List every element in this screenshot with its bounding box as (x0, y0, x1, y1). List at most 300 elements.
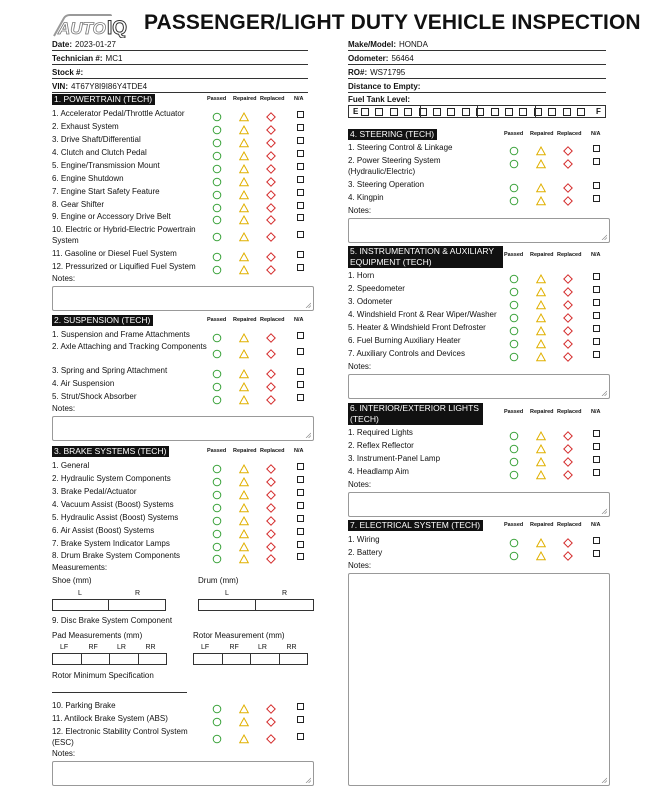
drum-r-label: R (282, 590, 288, 597)
inspection-item: 6. Air Assist (Boost) Systems (52, 526, 155, 535)
replaced-diamond-icon[interactable] (266, 526, 276, 536)
passed-circle-icon[interactable] (212, 161, 222, 171)
fuel-level-box[interactable] (563, 108, 571, 116)
repaired-triangle-icon[interactable] (239, 200, 249, 210)
passed-circle-icon[interactable] (509, 548, 519, 558)
notes-label: Notes: (52, 749, 76, 758)
na-checkbox[interactable] (297, 150, 304, 157)
column-header-na: N/A (294, 317, 304, 323)
passed-circle-icon[interactable] (212, 212, 222, 222)
passed-circle-icon[interactable] (509, 271, 519, 281)
passed-circle-icon[interactable] (509, 428, 519, 438)
section-header-steering: 4. STEERING (TECH) (348, 129, 437, 140)
replaced-diamond-icon[interactable] (563, 349, 573, 359)
replaced-diamond-icon[interactable] (563, 180, 573, 190)
inspection-item: 11. Antilock Brake System (ABS) (52, 714, 168, 723)
na-checkbox[interactable] (297, 489, 304, 496)
fuel-level-box[interactable] (433, 108, 441, 116)
notes-textarea[interactable] (52, 761, 314, 786)
fuel-level-box[interactable] (491, 108, 499, 116)
repaired-triangle-icon[interactable] (239, 174, 249, 184)
passed-circle-icon[interactable] (212, 249, 222, 259)
na-checkbox[interactable] (593, 158, 600, 165)
shoe-l-label: L (78, 590, 82, 597)
repaired-triangle-icon[interactable] (239, 148, 249, 158)
na-checkbox[interactable] (297, 202, 304, 209)
replaced-diamond-icon[interactable] (266, 200, 276, 210)
passed-circle-icon[interactable] (509, 310, 519, 320)
column-header-passed: Passed (504, 131, 524, 137)
passed-circle-icon[interactable] (509, 336, 519, 346)
notes-label: Notes: (348, 362, 372, 371)
replaced-diamond-icon[interactable] (563, 428, 573, 438)
inspection-item: 4. Vacuum Assist (Boost) Systems (52, 500, 174, 509)
column-header-repaired: Repaired (530, 131, 554, 137)
fuel-level-box[interactable] (505, 108, 513, 116)
passed-circle-icon[interactable] (509, 349, 519, 359)
rotor-min-label: Rotor Minimum Specification (52, 671, 154, 680)
inspection-item: 12. Electronic Stability Control System (ESC) (52, 727, 188, 747)
inspection-item: 1. Horn (348, 271, 375, 280)
fuel-level-box[interactable] (462, 108, 470, 116)
fuel-level-box[interactable] (548, 108, 556, 116)
pad-rr-label: RR (145, 644, 156, 651)
rotor-rf-label: RF (229, 644, 239, 651)
repaired-triangle-icon[interactable] (536, 156, 546, 166)
passed-circle-icon[interactable] (509, 143, 519, 153)
rotor-lf-input[interactable] (193, 653, 223, 665)
inspection-item: 5. Engine/Transmission Mount (52, 161, 160, 170)
fuel-level-box[interactable] (577, 108, 585, 116)
pad-lr-label: LR (117, 644, 126, 651)
inspection-item: 10. Electric or Hybrid-Electric Powertrain System (52, 225, 196, 245)
na-checkbox[interactable] (297, 111, 304, 118)
passed-circle-icon[interactable] (212, 187, 222, 197)
pad-lf-input[interactable] (52, 653, 82, 665)
passed-circle-icon[interactable] (509, 156, 519, 166)
repaired-triangle-icon[interactable] (536, 349, 546, 359)
na-checkbox[interactable] (297, 189, 304, 196)
passed-circle-icon[interactable] (212, 539, 222, 549)
replaced-diamond-icon[interactable] (563, 297, 573, 307)
passed-circle-icon[interactable] (212, 346, 222, 356)
na-checkbox[interactable] (297, 264, 304, 271)
passed-circle-icon[interactable] (212, 474, 222, 484)
repaired-triangle-icon[interactable] (239, 731, 249, 741)
notes-label: Notes: (348, 480, 372, 489)
repaired-triangle-icon[interactable] (239, 330, 249, 340)
passed-circle-icon[interactable] (212, 262, 222, 272)
repaired-triangle-icon[interactable] (239, 161, 249, 171)
na-checkbox[interactable] (593, 338, 600, 345)
na-checkbox[interactable] (297, 553, 304, 560)
na-checkbox[interactable] (297, 124, 304, 131)
na-checkbox[interactable] (593, 273, 600, 280)
replaced-diamond-icon[interactable] (563, 143, 573, 153)
replaced-diamond-icon[interactable] (563, 548, 573, 558)
column-header-na: N/A (591, 522, 601, 528)
replaced-diamond-icon[interactable] (563, 441, 573, 451)
na-checkbox[interactable] (297, 176, 304, 183)
fuel-level-box[interactable] (390, 108, 398, 116)
na-checkbox[interactable] (297, 137, 304, 144)
measurements-label: Measurements: (52, 563, 108, 572)
repaired-triangle-icon[interactable] (239, 392, 249, 402)
repaired-triangle-icon[interactable] (536, 180, 546, 190)
na-checkbox[interactable] (297, 332, 304, 339)
repaired-triangle-icon[interactable] (239, 487, 249, 497)
inspection-item: 2. Speedometer (348, 284, 405, 293)
replaced-diamond-icon[interactable] (563, 284, 573, 294)
repaired-triangle-icon[interactable] (239, 500, 249, 510)
na-checkbox[interactable] (593, 286, 600, 293)
na-checkbox[interactable] (593, 299, 600, 306)
passed-circle-icon[interactable] (212, 392, 222, 402)
notes-label: Notes: (348, 206, 372, 215)
column-header-replaced: Replaced (260, 448, 285, 454)
pad-rf-input[interactable] (81, 653, 111, 665)
passed-circle-icon[interactable] (212, 122, 222, 132)
repaired-triangle-icon[interactable] (536, 310, 546, 320)
passed-circle-icon[interactable] (509, 297, 519, 307)
fuel-field: Fuel Tank Level: (348, 95, 411, 104)
replaced-diamond-icon[interactable] (563, 535, 573, 545)
replaced-diamond-icon[interactable] (266, 392, 276, 402)
repaired-triangle-icon[interactable] (536, 297, 546, 307)
repaired-triangle-icon[interactable] (536, 284, 546, 294)
date-field: Date: 2023-01-27 (52, 40, 116, 49)
drum-l-label: L (225, 590, 229, 597)
rotor-rf-input[interactable] (222, 653, 252, 665)
inspection-item: 3. Instrument-Panel Lamp (348, 454, 441, 463)
passed-circle-icon[interactable] (212, 714, 222, 724)
column-header-repaired: Repaired (233, 317, 257, 323)
notes-textarea[interactable] (348, 374, 610, 399)
na-checkbox[interactable] (593, 537, 600, 544)
shoe-r-input[interactable] (108, 599, 166, 611)
inspection-item: 5. Heater & Windshield Front Defroster (348, 323, 486, 332)
inspection-item: 3. Spring and Spring Attachment (52, 366, 168, 375)
column-header-na: N/A (294, 448, 304, 454)
shoe-l-input[interactable] (52, 599, 109, 611)
distance-field: Distance to Empty: (348, 82, 421, 91)
passed-circle-icon[interactable] (212, 701, 222, 711)
replaced-diamond-icon[interactable] (266, 513, 276, 523)
replaced-diamond-icon[interactable] (266, 539, 276, 549)
fuel-empty-label: E (353, 107, 359, 116)
repaired-triangle-icon[interactable] (239, 526, 249, 536)
na-checkbox[interactable] (297, 348, 304, 355)
replaced-diamond-icon[interactable] (266, 249, 276, 259)
pad-rr-input[interactable] (138, 653, 168, 665)
inspection-item: 1. Required Lights (348, 428, 413, 437)
fuel-level-box[interactable] (375, 108, 383, 116)
inspection-item: 7. Auxiliary Controls and Devices (348, 349, 465, 358)
inspection-item: 4. Clutch and Clutch Pedal (52, 148, 147, 157)
inspection-item: 3. Brake Pedal/Actuator (52, 487, 137, 496)
passed-circle-icon[interactable] (212, 461, 222, 471)
pad-label: Pad Measurements (mm) (52, 631, 143, 640)
fuel-level-box[interactable] (404, 108, 412, 116)
replaced-diamond-icon[interactable] (266, 731, 276, 741)
na-checkbox[interactable] (297, 368, 304, 375)
na-checkbox[interactable] (297, 502, 304, 509)
repaired-triangle-icon[interactable] (536, 535, 546, 545)
technician-field: Technician #: MC1 (52, 54, 123, 63)
replaced-diamond-icon[interactable] (563, 310, 573, 320)
passed-circle-icon[interactable] (212, 229, 222, 239)
passed-circle-icon[interactable] (212, 330, 222, 340)
replaced-diamond-icon[interactable] (266, 262, 276, 272)
odometer-field: Odometer: 56464 (348, 54, 414, 63)
passed-circle-icon[interactable] (212, 379, 222, 389)
na-checkbox[interactable] (593, 430, 600, 437)
na-checkbox[interactable] (593, 312, 600, 319)
passed-circle-icon[interactable] (212, 731, 222, 741)
replaced-diamond-icon[interactable] (266, 551, 276, 561)
fuel-level-box[interactable] (361, 108, 369, 116)
repaired-triangle-icon[interactable] (239, 461, 249, 471)
replaced-diamond-icon[interactable] (266, 500, 276, 510)
passed-circle-icon[interactable] (212, 366, 222, 376)
inspection-item: 1. Accelerator Pedal/Throttle Actuator (52, 109, 185, 118)
inspection-item: 3. Odometer (348, 297, 393, 306)
drum-l-input[interactable] (198, 599, 256, 611)
replaced-diamond-icon[interactable] (266, 487, 276, 497)
notes-label: Notes: (348, 561, 372, 570)
notes-label: Notes: (52, 404, 76, 413)
replaced-diamond-icon[interactable] (266, 109, 276, 119)
replaced-diamond-icon[interactable] (266, 714, 276, 724)
shoe-label: Shoe (mm) (52, 576, 92, 585)
replaced-diamond-icon[interactable] (563, 454, 573, 464)
passed-circle-icon[interactable] (509, 284, 519, 294)
inspection-item: 4. Kingpin (348, 193, 384, 202)
rotor-lr-label: LR (258, 644, 267, 651)
na-checkbox[interactable] (593, 145, 600, 152)
na-checkbox[interactable] (297, 394, 304, 401)
passed-circle-icon[interactable] (509, 535, 519, 545)
repaired-triangle-icon[interactable] (239, 539, 249, 549)
rotor-rr-input[interactable] (279, 653, 309, 665)
repaired-triangle-icon[interactable] (536, 548, 546, 558)
replaced-diamond-icon[interactable] (266, 122, 276, 132)
fuel-quarter-divider (420, 105, 421, 118)
na-checkbox[interactable] (297, 476, 304, 483)
notes-textarea[interactable] (348, 218, 610, 243)
repaired-triangle-icon[interactable] (239, 379, 249, 389)
passed-circle-icon[interactable] (212, 148, 222, 158)
passed-circle-icon[interactable] (212, 500, 222, 510)
na-checkbox[interactable] (593, 351, 600, 358)
replaced-diamond-icon[interactable] (266, 379, 276, 389)
replaced-diamond-icon[interactable] (563, 193, 573, 203)
repaired-triangle-icon[interactable] (239, 551, 249, 561)
na-checkbox[interactable] (593, 443, 600, 450)
page-title: PASSENGER/LIGHT DUTY VEHICLE INSPECTION (144, 11, 641, 34)
na-checkbox[interactable] (593, 456, 600, 463)
inspection-item: 2. Reflex Reflector (348, 441, 414, 450)
repaired-triangle-icon[interactable] (239, 346, 249, 356)
fuel-quarter-divider (477, 105, 478, 118)
na-checkbox[interactable] (593, 182, 600, 189)
replaced-diamond-icon[interactable] (266, 174, 276, 184)
repaired-triangle-icon[interactable] (536, 428, 546, 438)
notes-textarea[interactable] (348, 573, 610, 786)
repaired-triangle-icon[interactable] (536, 271, 546, 281)
column-header-repaired: Repaired (530, 522, 554, 528)
inspection-item: 2. Power Steering System (Hydraulic/Electric) (348, 156, 441, 176)
repaired-triangle-icon[interactable] (536, 323, 546, 333)
replaced-diamond-icon[interactable] (266, 474, 276, 484)
disc-brake-label: 9. Disc Brake System Component (52, 616, 173, 625)
inspection-item: 2. Exhaust System (52, 122, 119, 131)
repaired-triangle-icon[interactable] (536, 454, 546, 464)
replaced-diamond-icon[interactable] (266, 135, 276, 145)
column-header-passed: Passed (207, 448, 227, 454)
make-field: Make/Model: HONDA (348, 40, 428, 49)
na-checkbox[interactable] (297, 251, 304, 258)
stock-field: Stock #: (52, 68, 84, 77)
inspection-item: 10. Parking Brake (52, 701, 116, 710)
passed-circle-icon[interactable] (509, 467, 519, 477)
na-checkbox[interactable] (593, 550, 600, 557)
replaced-diamond-icon[interactable] (266, 212, 276, 222)
na-checkbox[interactable] (297, 716, 304, 723)
column-header-passed: Passed (207, 317, 227, 323)
shoe-r-label: R (135, 590, 141, 597)
passed-circle-icon[interactable] (212, 135, 222, 145)
pad-lf-label: LF (60, 644, 69, 651)
drum-r-input[interactable] (255, 599, 314, 611)
repaired-triangle-icon[interactable] (239, 229, 249, 239)
fuel-full-label: F (596, 107, 601, 116)
inspection-item: 8. Gear Shifter (52, 200, 105, 209)
repaired-triangle-icon[interactable] (239, 135, 249, 145)
repaired-triangle-icon[interactable] (239, 513, 249, 523)
replaced-diamond-icon[interactable] (266, 330, 276, 340)
repaired-triangle-icon[interactable] (239, 122, 249, 132)
passed-circle-icon[interactable] (212, 109, 222, 119)
replaced-diamond-icon[interactable] (563, 156, 573, 166)
repaired-triangle-icon[interactable] (239, 212, 249, 222)
notes-label: Notes: (52, 274, 76, 283)
repaired-triangle-icon[interactable] (239, 714, 249, 724)
repaired-triangle-icon[interactable] (239, 366, 249, 376)
repaired-triangle-icon[interactable] (239, 109, 249, 119)
passed-circle-icon[interactable] (212, 513, 222, 523)
na-checkbox[interactable] (297, 703, 304, 710)
column-header-na: N/A (591, 409, 601, 415)
replaced-diamond-icon[interactable] (266, 229, 276, 239)
notes-textarea[interactable] (348, 492, 610, 517)
column-header-replaced: Replaced (557, 252, 582, 258)
repaired-triangle-icon[interactable] (536, 441, 546, 451)
replaced-diamond-icon[interactable] (266, 346, 276, 356)
inspection-item: 1. Suspension and Frame Attachments (52, 330, 190, 339)
repaired-triangle-icon[interactable] (536, 143, 546, 153)
na-checkbox[interactable] (297, 381, 304, 388)
pad-lr-input[interactable] (109, 653, 139, 665)
replaced-diamond-icon[interactable] (563, 467, 573, 477)
section-header-suspension: 2. SUSPENSION (TECH) (52, 315, 153, 326)
na-checkbox[interactable] (297, 733, 304, 740)
column-header-na: N/A (591, 131, 601, 137)
na-checkbox[interactable] (593, 469, 600, 476)
inspection-item: 6. Fuel Burning Auxiliary Heater (348, 336, 461, 345)
passed-circle-icon[interactable] (509, 441, 519, 451)
replaced-diamond-icon[interactable] (266, 366, 276, 376)
na-checkbox[interactable] (297, 231, 304, 238)
repaired-triangle-icon[interactable] (536, 193, 546, 203)
replaced-diamond-icon[interactable] (563, 336, 573, 346)
na-checkbox[interactable] (297, 463, 304, 470)
inspection-item: 8. Drum Brake System Components (52, 551, 181, 560)
na-checkbox[interactable] (297, 541, 304, 548)
replaced-diamond-icon[interactable] (266, 461, 276, 471)
na-checkbox[interactable] (297, 163, 304, 170)
passed-circle-icon[interactable] (509, 323, 519, 333)
inspection-item: 11. Gasoline or Diesel Fuel System (52, 249, 177, 258)
repaired-triangle-icon[interactable] (239, 249, 249, 259)
repaired-triangle-icon[interactable] (536, 467, 546, 477)
passed-circle-icon[interactable] (509, 454, 519, 464)
inspection-item: 3. Drive Shaft/Differential (52, 135, 141, 144)
passed-circle-icon[interactable] (212, 526, 222, 536)
rotor-lr-input[interactable] (250, 653, 280, 665)
fuel-level-box[interactable] (447, 108, 455, 116)
inspection-item: 7. Brake System Indicator Lamps (52, 539, 170, 548)
repaired-triangle-icon[interactable] (239, 262, 249, 272)
replaced-diamond-icon[interactable] (563, 271, 573, 281)
na-checkbox[interactable] (297, 528, 304, 535)
na-checkbox[interactable] (593, 195, 600, 202)
passed-circle-icon[interactable] (212, 174, 222, 184)
repaired-triangle-icon[interactable] (239, 187, 249, 197)
na-checkbox[interactable] (593, 325, 600, 332)
inspection-item: 5. Strut/Shock Absorber (52, 392, 137, 401)
repaired-triangle-icon[interactable] (239, 701, 249, 711)
inspection-item: 2. Axle Attaching and Tracking Components (52, 342, 207, 351)
replaced-diamond-icon[interactable] (266, 161, 276, 171)
passed-circle-icon[interactable] (509, 180, 519, 190)
passed-circle-icon[interactable] (212, 200, 222, 210)
inspection-item: 4. Windshield Front & Rear Wiper/Washer (348, 310, 497, 319)
column-header-replaced: Replaced (557, 131, 582, 137)
ro-field: RO#: WS71795 (348, 68, 406, 77)
inspection-item: 1. Steering Control & Linkage (348, 143, 453, 152)
replaced-diamond-icon[interactable] (266, 701, 276, 711)
passed-circle-icon[interactable] (509, 193, 519, 203)
column-header-replaced: Replaced (260, 96, 285, 102)
fuel-level-box[interactable] (519, 108, 527, 116)
notes-textarea[interactable] (52, 416, 314, 441)
passed-circle-icon[interactable] (212, 487, 222, 497)
passed-circle-icon[interactable] (212, 551, 222, 561)
repaired-triangle-icon[interactable] (239, 474, 249, 484)
repaired-triangle-icon[interactable] (536, 336, 546, 346)
column-header-repaired: Repaired (233, 96, 257, 102)
notes-textarea[interactable] (52, 286, 314, 311)
vin-field: VIN: 4T67Y8I9I86Y4TDE4 (52, 82, 148, 91)
section-header-instrumentation: 5. INSTRUMENTATION & AUXILIARY EQUIPMENT (TECH) (348, 246, 503, 268)
inspection-item: 1. Wiring (348, 535, 380, 544)
replaced-diamond-icon[interactable] (266, 187, 276, 197)
na-checkbox[interactable] (297, 214, 304, 221)
na-checkbox[interactable] (297, 515, 304, 522)
replaced-diamond-icon[interactable] (563, 323, 573, 333)
replaced-diamond-icon[interactable] (266, 148, 276, 158)
